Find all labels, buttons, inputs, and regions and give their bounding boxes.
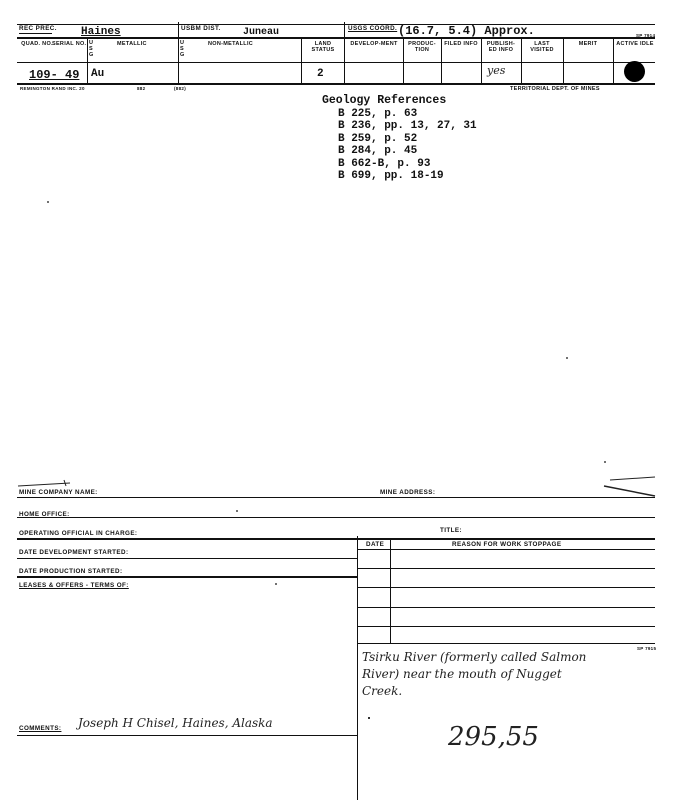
code-b: (882)	[174, 86, 187, 91]
col-divider	[563, 38, 564, 83]
note-line-2: River) near the mouth of Nugget	[362, 667, 562, 681]
record-bottom-line	[17, 83, 655, 85]
col-quad-no: QUAD. NO.	[21, 41, 53, 47]
comments-value: Joseph H Chisel, Haines, Alaska	[78, 716, 273, 730]
speck	[566, 357, 568, 359]
form-line	[17, 538, 655, 540]
form-line	[17, 558, 357, 559]
rec-prec-value: Haines	[81, 26, 121, 38]
center-divider	[357, 536, 358, 800]
col-usgs-b: U S G	[180, 40, 185, 58]
col-divider	[87, 38, 88, 83]
col-divider	[344, 22, 345, 83]
form-line	[17, 497, 655, 498]
col-published-info: PUBLISH-ED INFO	[486, 41, 516, 53]
rec-prec-label: REC PREC.	[19, 25, 57, 32]
underline	[19, 33, 52, 34]
speck	[604, 461, 606, 463]
mine-address-label: MINE ADDRESS:	[380, 489, 436, 496]
col-divider	[178, 22, 179, 83]
land-status-value: 2	[317, 68, 324, 80]
home-office-label: HOME OFFICE:	[19, 511, 70, 518]
leases-label: LEASES & OFFERS - TERMS OF:	[19, 582, 129, 589]
date-header: DATE	[366, 541, 385, 548]
geology-references	[322, 95, 477, 183]
note-line-3: Creek.	[362, 684, 403, 698]
comments-label: COMMENTS:	[19, 725, 62, 732]
note-line-1: Tsirku River (formerly called Salmon	[362, 650, 587, 664]
stoppage-row-line	[357, 626, 655, 627]
col-metallic: METALLIC	[117, 41, 147, 47]
stoppage-row-line	[357, 643, 655, 644]
col-production: PRODUC-TION	[408, 41, 436, 53]
quad-serial-value: 109- 49	[29, 68, 80, 82]
comments-line	[17, 735, 357, 736]
col-last-visited: LAST VISITED	[530, 41, 554, 53]
title-label: TITLE:	[440, 527, 462, 534]
metallic-value: Au	[91, 68, 105, 80]
published-info-value: yes	[487, 64, 506, 77]
date-column-divider	[390, 540, 391, 643]
col-non-metallic: NON-METALLIC	[208, 41, 254, 47]
stoppage-header-line	[357, 549, 655, 550]
reason-header: REASON FOR WORK STOPPAGE	[452, 541, 562, 548]
form-number-2: SP 7915	[637, 646, 657, 651]
references-title: Geology References	[322, 94, 447, 107]
punched-hole-mark	[624, 61, 645, 82]
date-prod-started-label: DATE PRODUCTION STARTED:	[19, 568, 123, 575]
col-divider	[521, 38, 522, 83]
col-active-idle: ACTIVE IDLE	[616, 41, 654, 47]
header-top-line	[17, 24, 655, 25]
col-merit: MERIT	[578, 41, 598, 47]
reference-item: B 225, p. 63	[338, 107, 418, 120]
form-number: SP 7914	[636, 33, 656, 38]
usbm-dist-value: Juneau	[243, 27, 280, 38]
territorial-label: TERRITORIAL DEPT. OF MINES	[510, 86, 600, 92]
date-dev-started-label: DATE DEVELOPMENT STARTED:	[19, 549, 129, 556]
stoppage-row-line	[357, 568, 655, 569]
form-line	[17, 576, 357, 578]
col-divider	[301, 38, 302, 83]
stoppage-row-line	[357, 587, 655, 588]
mine-company-name-label: MINE COMPANY NAME:	[19, 489, 98, 496]
speck	[368, 717, 370, 719]
columns-divider	[17, 62, 655, 63]
usgs-coord-value: (16.7, 5.4) Approx.	[398, 24, 535, 38]
usbm-dist-label: USBM DIST.	[181, 25, 221, 32]
reference-item: B 662-B, p. 93	[338, 157, 431, 170]
col-divider	[441, 38, 442, 83]
stoppage-row-line	[357, 607, 655, 608]
handwritten-number: 295,55	[448, 722, 539, 752]
form-line	[17, 517, 655, 518]
col-land-status: LAND STATUS	[311, 41, 335, 53]
col-divider	[481, 38, 482, 83]
reference-item: B 284, p. 45	[338, 145, 418, 157]
usgs-coord-label: USGS COORD.	[348, 25, 398, 32]
col-divider	[613, 38, 614, 83]
col-serial-no: SERIAL NO.	[52, 41, 87, 47]
reference-item: B 259, p. 52	[338, 132, 418, 145]
printer-note: REMINGTON RAND INC. 20	[20, 86, 85, 91]
code-a: 882	[137, 86, 146, 91]
speck	[47, 201, 49, 203]
col-development: DEVELOP-MENT	[350, 41, 398, 47]
col-usgs-a: U S G	[89, 40, 94, 58]
col-filed-info: FILED INFO	[444, 41, 478, 47]
operating-official-label: OPERATING OFFICIAL IN CHARGE:	[19, 530, 138, 537]
reference-item: B 699, pp. 18-19	[338, 170, 444, 182]
reference-item: B 236, pp. 13, 27, 31	[338, 120, 477, 132]
speck	[236, 510, 238, 512]
speck	[275, 583, 277, 585]
